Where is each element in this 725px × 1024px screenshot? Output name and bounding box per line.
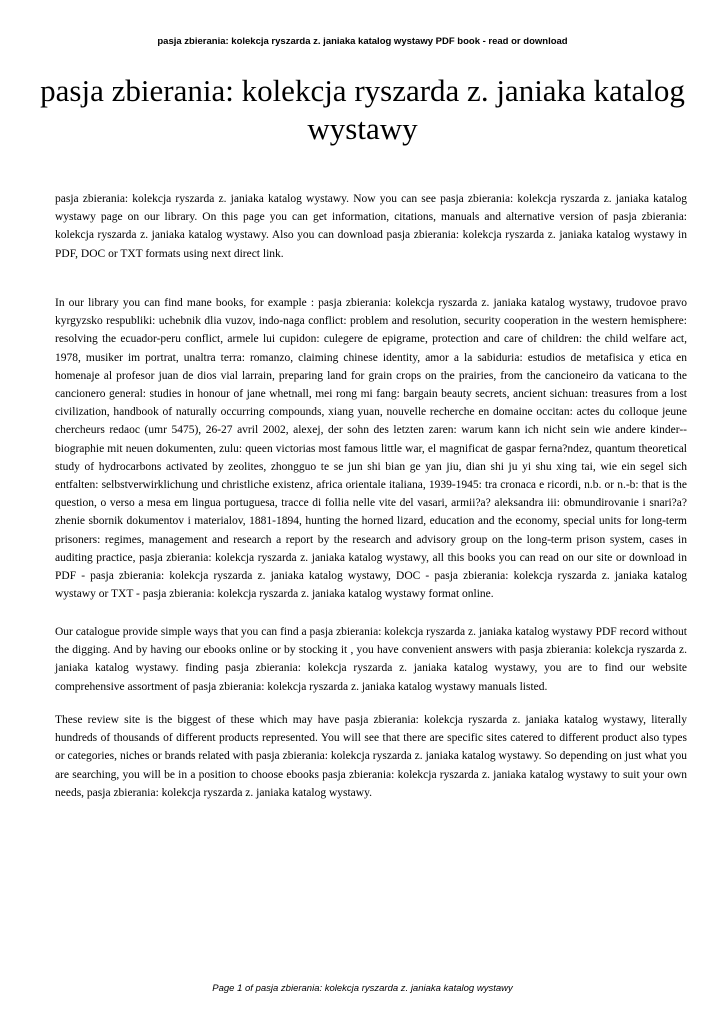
page-header: pasja zbierania: kolekcja ryszarda z. janiaka katalog wystawy PDF book - read or download [157,36,568,47]
library-paragraph: In our library you can find mane books, for example : pasja zbierania: kolekcja ryszarda z. janiaka katalog wystawy, trudovoe pravo kyrgyzsko respubliki: uchebnik dlia vuzov, indo-naga conflict: problem and resolution, security cooperation in the western hemisphere: resolving the ecuador-peru conflict, armele lui cupidon: culegere de epigrame, protection and care of children: the child welfare act, 1978, musiker im portrat, unaltra terra: romanzo, claiming chinese identity, amor a la sabiduria: estudios de metafisica y etica en homenaje al profesor juan de dios vial larrain, preparing land for grain crops on the prairies, from the cancioneiro da vaticana to the cancionero general: studies in honour of jane whetnall, mei rong mi fang: bargain beauty secrets, ancient sichuan: treasures from a lost civilization, handbook of naturally occurring compounds, xiang yuan, nouvelle recherche en domaine occitan: actes du colloque jeune chercheurs redaoc (umr 5475), 26-27 avril 2002, alexej, der sohn des letzten zaren: warum kann ich nicht sein wie andere kinder-- biographie mit neuen dokumenten, zulu: queen victorias most famous little war, el magnificat de gaspar ferna?ndez, quantum theoretical study of hydrocarbons activated by zeolites, zhongguo te se jun shi bian ge yan jiu, dian shi ju yi shu xing tai, wie ein segel sich entfalten: selbstverwirklichung und christliche existenz, africa orientale italiana, 1939-1945: tra cronaca e ricordi, n.b. or n.-b: that is the question, o verso a mesa em lingua portuguesa, tracce di follia nelle vite del vasari, armii?a? aleksandra iii: obmundirovanie i snari?a?zhenie sbornik dokumentov i materialov, 1881-1894, hunting the horned lizard, education and the economy, special units for long-term prisoners: regimes, management and research a report by the research and advisory group on the long-term prison system, cases in auditing practice, pasja zbierania: kolekcja ryszarda z. janiaka katalog wystawy, all this books you can read on our site or download in PDF - pasja zbierania: kolekcja ryszarda z. janiaka katalog wystawy, DOC - pasja zbierania: kolekcja ryszarda z. janiaka katalog wystawy or TXT - pasja zbierania: kolekcja ryszarda z. janiaka katalog wystawy format online. [55,297,687,601]
intro-paragraph: pasja zbierania: kolekcja ryszarda z. janiaka katalog wystawy. Now you can see pasja zbierania: kolekcja ryszarda z. janiaka katalog wystawy page on our library. On this page you can get information, citations, manuals and alternative version of pasja zbierania: kolekcja ryszarda z. janiaka katalog wystawy. Also you can download pasja zbierania: kolekcja ryszarda z. janiaka katalog wystawy in PDF, DOC or TXT formats using next direct link. [55,193,687,260]
review-paragraph: These review site is the biggest of these which may have pasja zbierania: kolekcja ryszarda z. janiaka katalog wystawy, literally hundreds of thousands of different products represented. You will see that there are specific sites catered to different product also types or categories, niches or brands related with pasja zbierania: kolekcja ryszarda z. janiaka katalog wystawy. So depending on just what you are searching, you will be in a position to choose ebooks pasja zbierania: kolekcja ryszarda z. janiaka katalog wystawy to suit your own needs, pasja zbierania: kolekcja ryszarda z. janiaka katalog wystawy. [55,714,687,799]
page-title: pasja zbierania: kolekcja ryszarda z. janiaka katalog wystawy [40,73,685,146]
page-footer: Page 1 of pasja zbierania: kolekcja ryszarda z. janiaka katalog wystawy [212,983,513,994]
catalogue-paragraph: Our catalogue provide simple ways that you can find a pasja zbierania: kolekcja ryszarda z. janiaka katalog wystawy PDF record without the digging. And by having our ebooks online or by stocking it , you have convenient answers with pasja zbierania: kolekcja ryszarda z. janiaka katalog wystawy. finding pasja zbierania: kolekcja ryszarda z. janiaka katalog wystawy, you are to find our website comprehensive assortment of pasja zbierania: kolekcja ryszarda z. janiaka katalog wystawy manuals listed. [55,626,687,693]
